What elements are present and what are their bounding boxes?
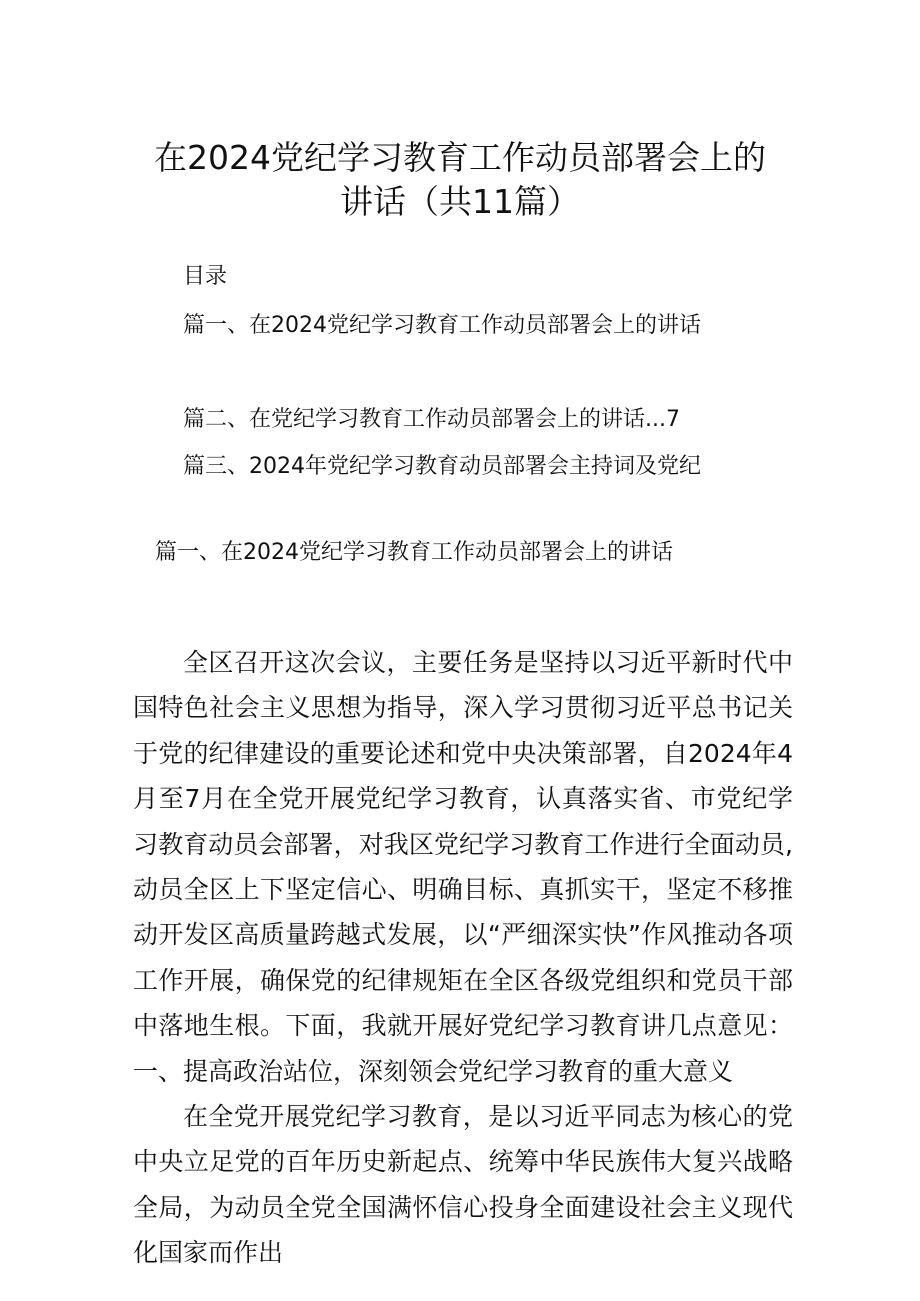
paragraph-2: 在全党开展党纪学习教育，是以习近平同志为核心的党中央立足党的百年历史新起点、统筹中华民族伟大复兴战略全局，为动员全党全国满怀信心投身全面建设社会主义现代化国家而作出 bbox=[133, 1102, 793, 1268]
document-title-line-1: 在2024党纪学习教育工作动员部署会上的 bbox=[154, 138, 766, 177]
toc-heading: 目录 bbox=[183, 264, 228, 289]
toc-item-2: 篇二、在党纪学习教育工作动员部署会上的讲话...7 bbox=[183, 407, 680, 432]
section-heading: 篇一、在2024党纪学习教育工作动员部署会上的讲话 bbox=[155, 540, 673, 565]
toc-item-3: 篇三、2024年党纪学习教育动员部署会主持词及党纪 bbox=[183, 454, 701, 479]
body-text bbox=[133, 640, 793, 1276]
document-title-line-2: 讲话（共11篇） bbox=[340, 182, 580, 221]
toc-item-1: 篇一、在2024党纪学习教育工作动员部署会上的讲话 bbox=[183, 313, 701, 338]
paragraph-1: 全区召开这次会议，主要任务是坚持以习近平新时代中国特色社会主义思想为指导，深入学习贯彻习近平总书记关于党的纪律建设的重要论述和党中央决策部署，自2024年4月至7月在全党开展党纪学习教育，认真落实省、市党纪学习教育动员会部署，对我区党纪学习教育工作进行全面动员,动员全区上下坚定信心、明确目标、真抓实干，坚定不移推动开发区高质量跨越式发展，以“严细深实快”作风推动各项工作开展，确保党的纪律规矩在全区各级党组织和党员干部中落地生根。下面，我就开展好党纪学习教育讲几点意见：一、提高政治站位，深刻领会党纪学习教育的重大意义 bbox=[133, 648, 793, 1086]
